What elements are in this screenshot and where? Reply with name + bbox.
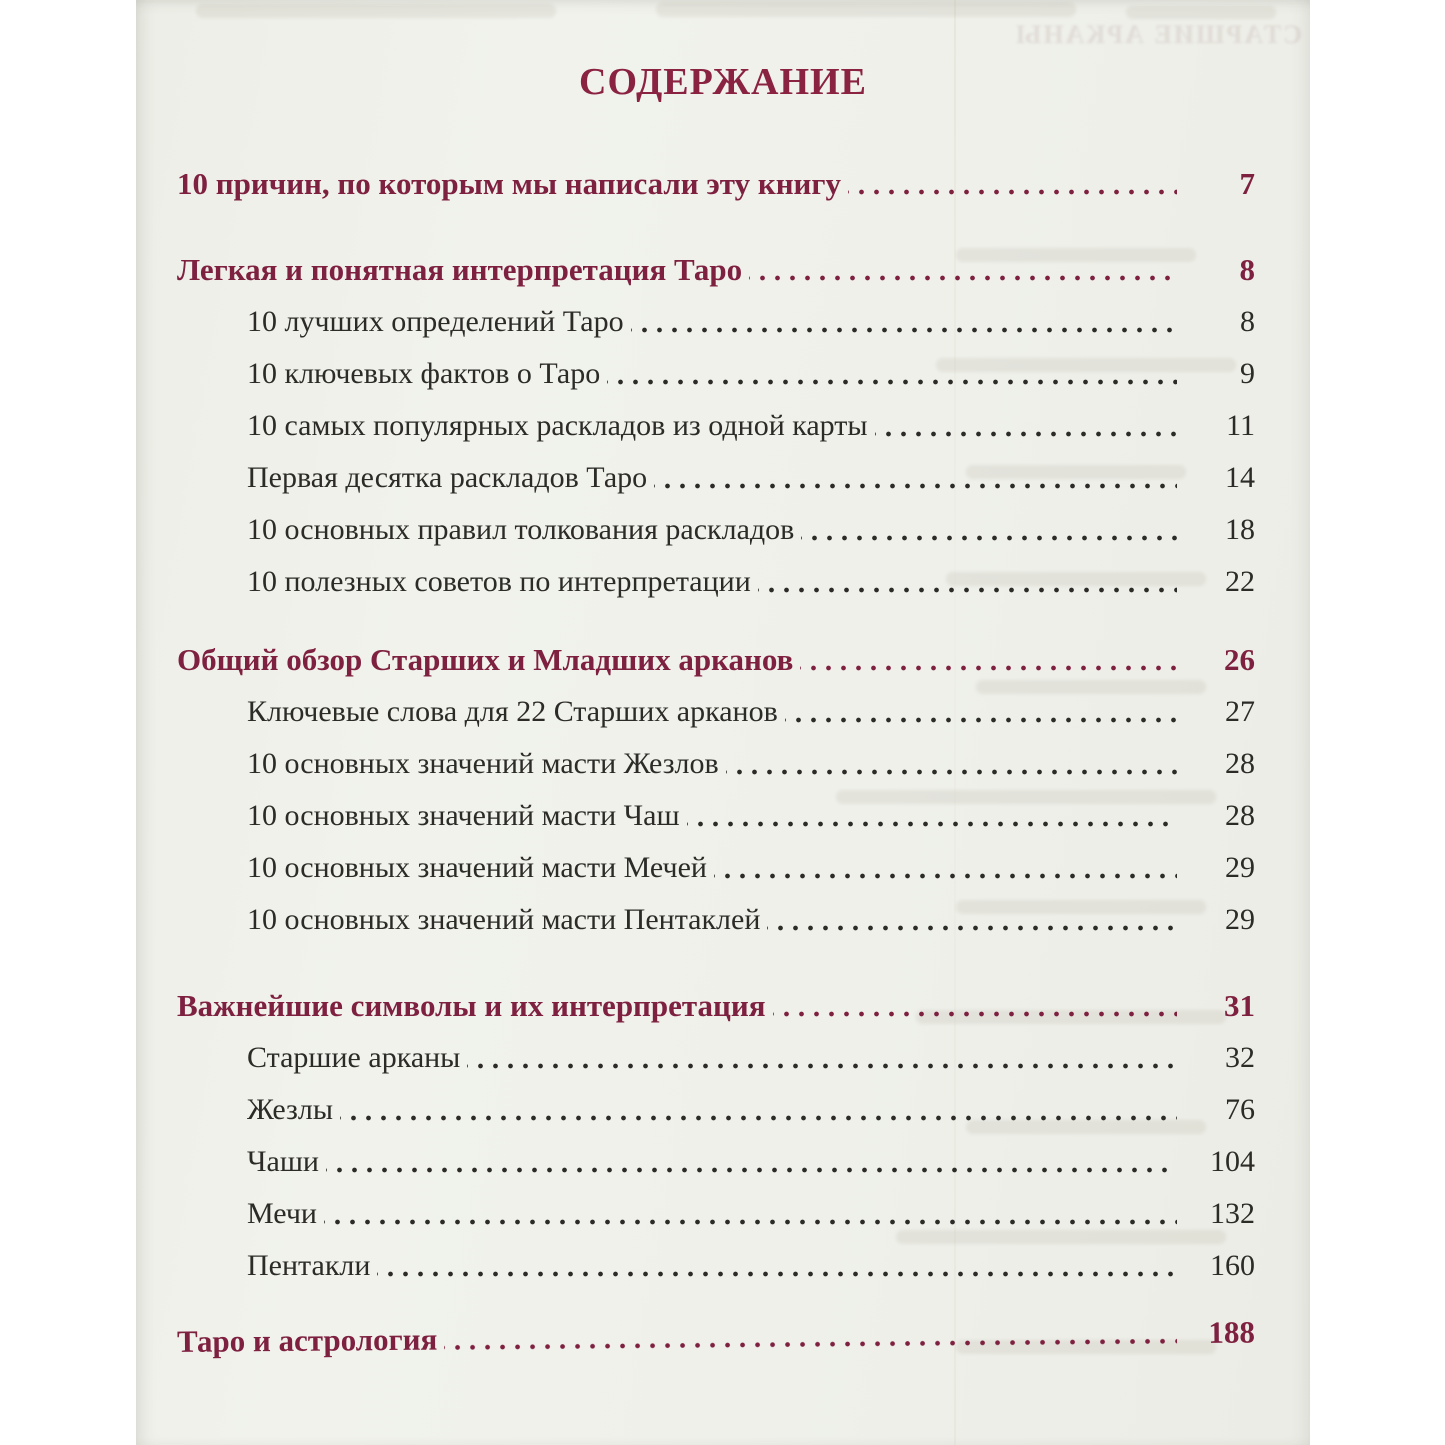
bleedthrough-heading: СТАРШИЕ АРКАНЫ — [1013, 20, 1302, 49]
dot-leader — [326, 1136, 1177, 1188]
toc-entry — [177, 504, 1255, 556]
toc-entry-page: 31 — [1224, 988, 1255, 1023]
dot-leader — [340, 1084, 1177, 1136]
dot-leader — [800, 634, 1177, 686]
toc-entry — [177, 158, 1255, 210]
toc-entry-page: 29 — [1225, 903, 1255, 936]
toc-entry-label: Ключевые слова для 22 Старших арканов — [247, 695, 778, 728]
toc-entry-page: 76 — [1225, 1093, 1255, 1126]
toc-entry — [177, 244, 1255, 296]
toc-entry-page: 7 — [1239, 166, 1255, 201]
dot-leader — [758, 556, 1177, 608]
toc-entry — [177, 1032, 1255, 1084]
toc-entry — [177, 400, 1255, 452]
bleedthrough-smudge — [656, 2, 1076, 17]
toc-entry-label: Первая десятка раскладов Таро — [247, 461, 648, 494]
toc-entry-label: Важнейшие символы и их интерпретация — [177, 988, 766, 1023]
dot-leader — [377, 1240, 1177, 1292]
toc-entry — [177, 980, 1255, 1032]
toc-entry-label: Таро и астрология — [176, 1321, 438, 1359]
toc-entry-label: Жезлы — [247, 1093, 334, 1126]
dot-leader — [444, 1307, 1177, 1365]
toc-entry-label: 10 основных правил толкования раскладов — [247, 513, 795, 546]
dot-leader — [324, 1188, 1177, 1240]
toc-entry-label: 10 самых популярных раскладов из одной карты — [247, 409, 868, 442]
dot-leader — [467, 1032, 1177, 1084]
toc-entry — [177, 348, 1255, 400]
toc-entry — [177, 894, 1255, 946]
toc-entry-page: 8 — [1240, 305, 1255, 338]
toc-entry-page: 132 — [1210, 1197, 1255, 1230]
toc-entry-page: 9 — [1240, 357, 1255, 390]
toc-entry — [177, 1240, 1255, 1292]
toc-entry — [177, 1306, 1255, 1367]
toc-entry-label: Пентакли — [247, 1249, 371, 1282]
dot-leader — [875, 400, 1177, 452]
book-page — [136, 0, 1310, 1445]
toc-entry-label: 10 полезных советов по интерпретации — [247, 565, 751, 598]
dot-leader — [785, 686, 1177, 738]
toc-entry-page: 28 — [1225, 747, 1255, 780]
toc-entry — [177, 842, 1255, 894]
toc-entry-label: 10 лучших определений Таро — [247, 305, 624, 338]
toc-entry-page: 27 — [1225, 695, 1255, 728]
dot-leader — [848, 158, 1177, 210]
toc-entry-label: Общий обзор Старших и Младших арканов — [177, 642, 794, 677]
toc-entry — [177, 634, 1255, 686]
dot-leader — [749, 244, 1177, 296]
toc-entry-label: Старшие арканы — [247, 1041, 461, 1074]
toc-entry — [177, 1188, 1255, 1240]
table-of-contents — [177, 158, 1255, 1366]
bleedthrough-smudge — [196, 4, 556, 18]
toc-entry-page: 28 — [1225, 799, 1255, 832]
toc-entry-label: 10 основных значений масти Жезлов — [247, 747, 719, 780]
toc-entry-label: Чаши — [247, 1145, 319, 1178]
toc-entry-page: 29 — [1225, 851, 1255, 884]
dot-leader — [801, 504, 1177, 556]
toc-entry-page: 160 — [1210, 1249, 1255, 1282]
toc-entry-page: 104 — [1210, 1145, 1255, 1178]
toc-entry — [177, 1084, 1255, 1136]
toc-entry — [177, 452, 1255, 504]
toc-entry-label: 10 основных значений масти Мечей — [247, 851, 707, 884]
dot-leader — [773, 980, 1177, 1032]
toc-entry-page: 32 — [1225, 1041, 1255, 1074]
toc-entry-label: 10 ключевых фактов о Таро — [247, 357, 601, 390]
toc-entry-page: 18 — [1225, 513, 1255, 546]
toc-entry — [177, 686, 1255, 738]
toc-entry — [177, 1136, 1255, 1188]
toc-entry-page: 188 — [1208, 1314, 1256, 1350]
toc-entry — [177, 738, 1255, 790]
toc-entry-page: 26 — [1224, 642, 1255, 677]
bleedthrough-smudge — [1126, 6, 1276, 19]
toc-entry-label: 10 причин, по которым мы написали эту книгу — [177, 166, 841, 201]
toc-entry-label: 10 основных значений масти Чаш — [247, 799, 680, 832]
toc-entry-label: Легкая и понятная интерпретация Таро — [177, 252, 743, 287]
toc-entry — [177, 556, 1255, 608]
toc-entry-page: 14 — [1225, 461, 1255, 494]
dot-leader — [767, 894, 1177, 946]
dot-leader — [726, 738, 1177, 790]
toc-entry-label: 10 основных значений масти Пентаклей — [247, 903, 761, 936]
dot-leader — [607, 348, 1177, 400]
toc-entry — [177, 296, 1255, 348]
dot-leader — [654, 452, 1177, 504]
dot-leader — [687, 790, 1177, 842]
dot-leader — [714, 842, 1177, 894]
toc-entry-page: 11 — [1226, 409, 1255, 442]
toc-entry-page: 22 — [1225, 565, 1255, 598]
toc-entry — [177, 790, 1255, 842]
dot-leader — [631, 296, 1177, 348]
page-title: СОДЕРЖАНИЕ — [579, 61, 867, 103]
toc-entry-page: 8 — [1239, 252, 1255, 287]
toc-entry-label: Мечи — [247, 1197, 317, 1230]
